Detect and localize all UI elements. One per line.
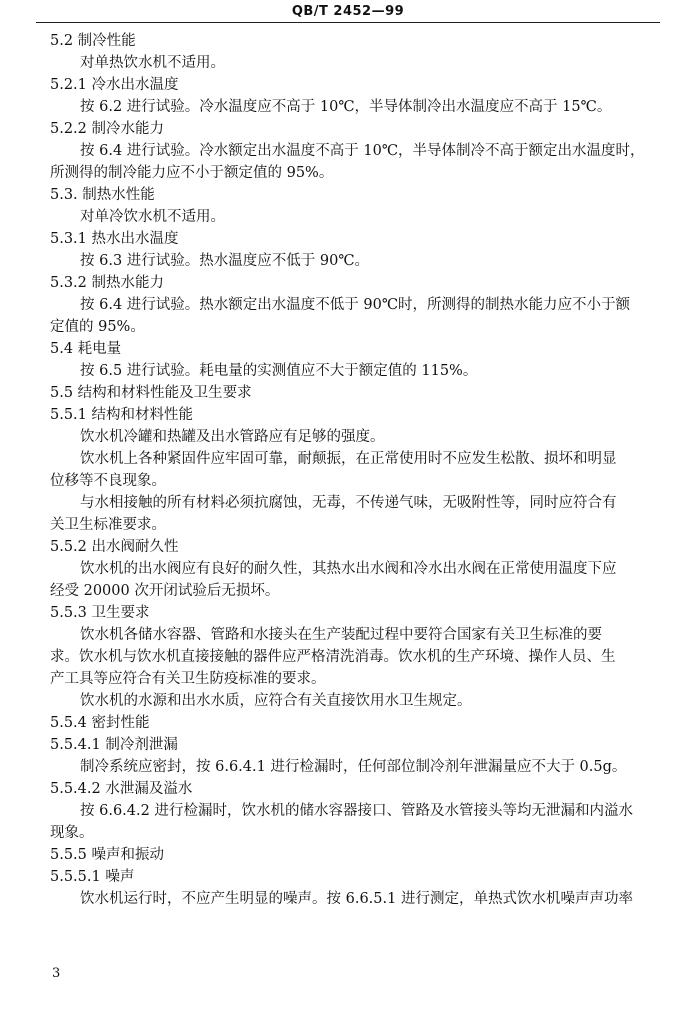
section-heading: 5.2.1 冷水出水温度 [50, 77, 179, 93]
paragraph-line: 对单冷饮水机不适用。 [80, 209, 225, 225]
paragraph-line: 与水相接触的所有材料必须抗腐蚀，无毒，不传递气味，无吸附性等，同时应符合有 [80, 495, 617, 511]
paragraph-line: 饮水机的水源和出水水质，应符合有关直接饮用水卫生规定。 [80, 693, 472, 709]
section-heading: 5.5.2 出水阀耐久性 [50, 539, 179, 555]
paragraph-line: 饮水机的出水阀应有良好的耐久性，其热水出水阀和冷水出水阀在正常使用温度下应 [80, 561, 617, 577]
page-number: 3 [52, 966, 61, 981]
header-rule [36, 22, 660, 23]
paragraph-line: 按 6.5 进行试验。耗电量的实测值应不大于额定值的 115%。 [80, 363, 478, 379]
document-body [0, 30, 696, 910]
paragraph-line: 饮水机上各种紧固件应牢固可靠，耐颠振，在正常使用时不应发生松散、损坏和明显 [80, 451, 617, 467]
section-heading: 5.5.3 卫生要求 [50, 605, 150, 621]
paragraph-line: 饮水机运行时，不应产生明显的噪声。按 6.6.5.1 进行测定，单热式饮水机噪声声功率 [80, 891, 633, 907]
section-heading: 5.3.2 制热水能力 [50, 275, 165, 291]
paragraph-continuation-line: 现象。 [50, 825, 94, 841]
section-heading: 5.5.1 结构和材料性能 [50, 407, 194, 423]
paragraph-line: 饮水机冷罐和热罐及出水管路应有足够的强度。 [80, 429, 385, 445]
paragraph-line: 饮水机各储水容器、管路和水接头在生产装配过程中要符合国家有关卫生标准的要 [80, 627, 602, 643]
paragraph-line: 按 6.3 进行试验。热水温度应不低于 90℃。 [80, 253, 370, 269]
section-heading: 5.5.4.2 水泄漏及溢水 [50, 781, 193, 797]
paragraph-continuation-line: 位移等不良现象。 [50, 473, 166, 489]
paragraph-line: 制冷系统应密封，按 6.6.4.1 进行检漏时，任何部位制冷剂年泄漏量应不大于 0.5g。 [80, 759, 627, 775]
paragraph-line: 按 6.6.4.2 进行检漏时，饮水机的储水容器接口、管路及水管接头等均无泄漏和内溢水 [80, 803, 633, 819]
paragraph-line: 对单热饮水机不适用。 [80, 55, 225, 71]
section-heading: 5.5.5 噪声和振动 [50, 847, 165, 863]
paragraph-continuation-line: 产工具等应符合有关卫生防疫标准的要求。 [50, 671, 326, 687]
section-heading: 5.5.4.1 制冷剂泄漏 [50, 737, 178, 753]
paragraph-line: 按 6.4 进行试验。热水额定出水温度不低于 90℃时，所测得的制热水能力应不小于额 [80, 297, 631, 313]
paragraph-continuation-line: 经受 20000 次开闭试验后无损坏。 [50, 583, 280, 599]
paragraph-line: 按 6.4 进行试验。冷水额定出水温度不高于 10℃，半导体制冷不高于额定出水温度时， [80, 143, 645, 159]
section-heading: 5.5.5.1 噪声 [50, 869, 135, 885]
paragraph-line: 按 6.2 进行试验。冷水温度应不高于 10℃，半导体制冷出水温度应不高于 15℃。 [80, 99, 612, 115]
section-heading: 5.5 结构和材料性能及卫生要求 [50, 385, 252, 401]
section-heading: 5.5.4 密封性能 [50, 715, 150, 731]
section-heading: 5.3. 制热水性能 [50, 187, 155, 203]
section-heading: 5.2.2 制冷水能力 [50, 121, 165, 137]
paragraph-continuation-line: 求。饮水机与饮水机直接接触的器件应严格清洗消毒。饮水机的生产环境、操作人员、生 [50, 649, 616, 665]
section-heading: 5.2 制冷性能 [50, 33, 136, 49]
standard-code-header: QB/T 2452—99 [291, 4, 405, 19]
paragraph-continuation-line: 关卫生标准要求。 [50, 517, 166, 533]
paragraph-continuation-line: 所测得的制冷能力应不小于额定值的 95%。 [50, 165, 334, 181]
section-heading: 5.3.1 热水出水温度 [50, 231, 179, 247]
section-heading: 5.4 耗电量 [50, 341, 122, 357]
paragraph-continuation-line: 定值的 95%。 [50, 319, 145, 335]
